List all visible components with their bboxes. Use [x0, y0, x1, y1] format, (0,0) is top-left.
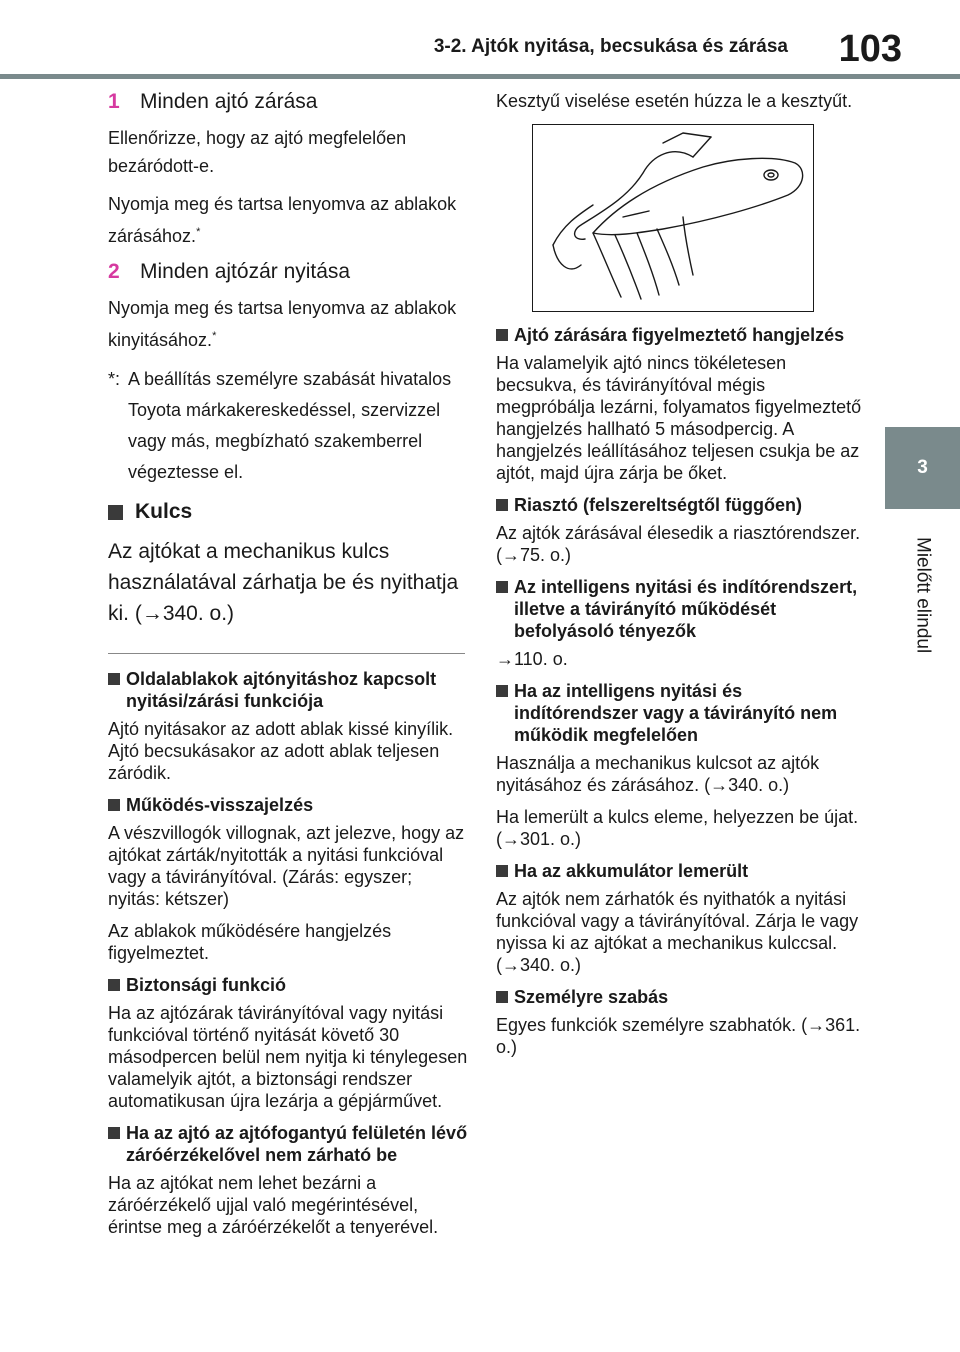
section-heading-text: Személyre szabás: [514, 987, 669, 1007]
section-paragraph: Ha az ajtókat nem lehet bezárni a záróérzékelő ujjal való megérintésével, érintse meg a záróérzékelőt a tenyerével.: [108, 1173, 439, 1237]
square-bullet-icon: [496, 865, 508, 877]
footnote-mark: *: [212, 330, 217, 342]
section-heading: [496, 986, 866, 1008]
intro-paragraph: Kesztyű viselése esetén húzza le a kesztyűt.: [496, 91, 853, 111]
section-heading: [496, 860, 866, 882]
chapter-number: 3: [917, 457, 928, 478]
square-bullet-icon: [108, 505, 123, 520]
section-title: 3-2. Ajtók nyitása, becsukása és zárása: [433, 36, 788, 57]
section-heading: [496, 680, 866, 746]
section-heading: [496, 494, 866, 516]
step-2: [108, 260, 468, 284]
paragraph: [108, 294, 468, 354]
square-bullet-icon: [108, 673, 120, 685]
section-paragraph: Használja a mechanikus kulcsot az ajtók nyitásához és zárásához. (→340. o.): [496, 753, 820, 795]
step-title: Minden ajtózár nyitása: [140, 260, 351, 283]
section-heading: [108, 974, 468, 996]
section-heading: [496, 576, 866, 642]
section-paragraph: Egyes funkciók személyre szabhatók. (→361. o.): [496, 1015, 861, 1057]
divider: [108, 653, 465, 654]
section-paragraph: Ha az ajtózárak távirányítóval vagy nyitási funkcióval történő nyitását követő 30 másodpercen belül nem nyitja ki ténylegesen valamelyik ajtót, a biztonsági rendszer automatikusan újra lezárja a gépjárművet.: [108, 1003, 468, 1111]
square-bullet-icon: [108, 979, 120, 991]
section-heading-text: Riasztó (felszereltségtől függően): [514, 495, 803, 515]
square-bullet-icon: [108, 1127, 120, 1139]
right-column: [496, 90, 866, 1068]
section-heading-text: Ha az akkumulátor lemerült: [514, 861, 749, 881]
section-heading-text: Működés-visszajelzés: [126, 795, 314, 815]
step-number: 1: [108, 90, 120, 113]
step-number: 2: [108, 260, 120, 283]
chapter-tab: [885, 427, 960, 509]
chapter-title: Mielőtt elindul: [912, 536, 934, 654]
left-column: [108, 90, 468, 1248]
right-sections: [496, 324, 866, 1058]
section-paragraph: →110. o.: [496, 649, 568, 669]
kulcs-text: Az ajtókat a mechanikus kulcs használatával zárhatja be és nyithatja ki. (→340. o.): [108, 540, 459, 625]
section-paragraph: Az ajtók nem zárhatók és nyithatók a nyitási funkcióval vagy a távirányítóval. Zárja le vagy nyissa ki az ajtókat a mechanikus kulccsal. (→340. o.): [496, 889, 859, 975]
paragraph: Ellenőrizze, hogy az ajtó megfelelően bezáródott-e.: [108, 128, 407, 176]
square-bullet-icon: [496, 685, 508, 697]
section-paragraph: Ha lemerült a kulcs eleme, helyezzen be újat. (→301. o.): [496, 807, 859, 849]
paragraph: [108, 190, 468, 250]
section-heading-text: Ajtó zárására figyelmeztető hangjelzés: [514, 325, 845, 345]
section-heading: [108, 1122, 468, 1166]
chapter-label: [885, 515, 960, 675]
square-bullet-icon: [496, 581, 508, 593]
square-bullet-icon: [108, 799, 120, 811]
section-paragraph: Ajtó nyitásakor az adott ablak kissé kinyílik. Ajtó becsukásakor az adott ablak teljesen záródik.: [108, 719, 454, 783]
paragraph-text: Nyomja meg és tartsa lenyomva az ablakok zárásához.: [108, 194, 457, 246]
section-heading: [108, 668, 468, 712]
section-paragraph: Az ajtók zárásával élesedik a riasztórendszer. (→75. o.): [496, 523, 861, 565]
section-paragraph: A vészvillogók villognak, azt jelezve, hogy az ajtókat zárták/nyitották a nyitási funkcióval vagy a távirányítóval. (Zárás: egyszer; nyitás: kétszer): [108, 823, 465, 909]
section-heading-text: Ha az intelligens nyitási és indítórendszer vagy a távirányító nem működik megfelelően: [514, 681, 838, 745]
footnote: [108, 364, 468, 488]
page-number: 103: [838, 28, 902, 70]
left-sections: [108, 668, 468, 1238]
section-heading-text: Oldalablakok ajtónyitáshoz kapcsolt nyitási/zárási funkciója: [126, 669, 437, 711]
section-heading: [496, 324, 866, 346]
paragraph-text: Nyomja meg és tartsa lenyomva az ablakok kinyitásához.: [108, 298, 457, 350]
heading-text: Kulcs: [135, 500, 193, 523]
hand-on-handle-drawing: [533, 125, 813, 311]
footnote-marker: *:: [108, 369, 121, 389]
section-paragraph: Ha valamelyik ajtó nincs tökéletesen becsukva, és távirányítóval mégis megpróbálja lezárni, folyamatos figyelmeztető hangjelzés hallható 5 másodpercig. A hangjelzés leállításához teljesen csukja be az ajtót, majd újra zárja be őket.: [496, 353, 862, 483]
square-bullet-icon: [496, 329, 508, 341]
step-title: Minden ajtó zárása: [140, 90, 318, 113]
section-heading-text: Ha az ajtó az ajtófogantyú felületén lévő záróérzékelővel nem zárható be: [126, 1123, 468, 1165]
hand-door-handle-illustration: [532, 124, 814, 312]
section-paragraph: Az ablakok működésére hangjelzés figyelmeztet.: [108, 921, 392, 963]
square-bullet-icon: [496, 991, 508, 1003]
step-1: [108, 90, 468, 114]
footnote-mark: *: [196, 226, 201, 238]
header-rule: [0, 74, 960, 79]
kulcs-heading: [108, 500, 468, 524]
footnote-text: A beállítás személyre szabását hivatalos Toyota márkakereskedéssel, szervizzel vagy más, megbízható szakemberrel végeztesse el.: [128, 369, 452, 482]
square-bullet-icon: [496, 499, 508, 511]
section-heading: [108, 794, 468, 816]
section-heading-text: Az intelligens nyitási és indítórendszert, illetve a távirányító működését befolyásoló tényezők: [514, 577, 858, 641]
section-heading-text: Biztonsági funkció: [126, 975, 287, 995]
